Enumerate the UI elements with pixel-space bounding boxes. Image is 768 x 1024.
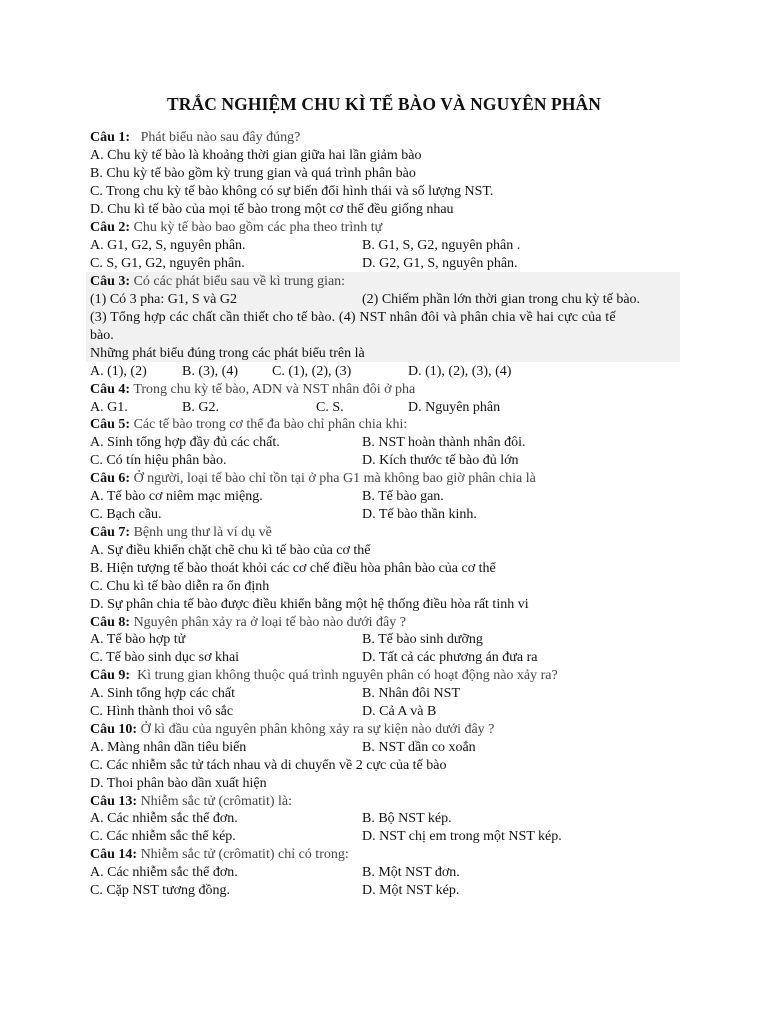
option-a: A. G1. — [90, 400, 128, 415]
option-d: D. Sự phân chia tế bào được điều khiển bằng một hệ thống điều hòa rất tinh vi — [90, 597, 529, 612]
option-d: D. Một NST kép. — [362, 883, 460, 898]
option-b: B. Nhân đôi NST — [362, 686, 460, 701]
question-text: Ở kì đầu của nguyên phân không xảy ra sự kiện nào dưới đây ? — [140, 722, 495, 737]
option-b: B. G2. — [182, 400, 219, 415]
option-a: A. Tế bào cơ niêm mạc miệng. — [90, 489, 263, 504]
option-b: B. (3), (4) — [182, 364, 238, 379]
option-b: B. Tế bào gan. — [362, 489, 444, 504]
question-number: Câu 5: — [90, 417, 131, 432]
option-c: C. Các nhiễm sắc tử tách nhau và di chuyển về 2 cực của tế bào — [90, 758, 447, 773]
question-10 — [90, 721, 494, 739]
document-title: TRẮC NGHIỆM CHU KÌ TẾ BÀO VÀ NGUYÊN PHÂN — [166, 94, 602, 114]
question-3 — [90, 273, 345, 291]
question-text: Chu kỳ tế bào bao gồm các pha theo trình tự — [133, 220, 383, 235]
option-c: C. S. — [316, 400, 344, 415]
question-text: Các tế bào trong cơ thể đa bào chỉ phân chia khi: — [133, 417, 408, 432]
question-text: Trong chu kỳ tế bào, ADN và NST nhân đôi ở pha — [133, 382, 416, 397]
question-number: Câu 7: — [90, 525, 131, 540]
option-a: A. Các nhiễm sắc thể đơn. — [90, 865, 238, 880]
question-number: Câu 13: — [90, 794, 138, 809]
question-text: Ở người, loại tế bào chỉ tồn tại ở pha G1 mà không bao giờ phân chia là — [133, 471, 536, 486]
option-d: D. (1), (2), (3), (4) — [408, 364, 512, 379]
option-b: B. G1, S, G2, nguyên phân . — [362, 238, 521, 253]
question-13 — [90, 793, 292, 811]
option-b: B. NST dần co xoắn — [362, 740, 476, 755]
question-text: Bệnh ung thư là ví dụ về — [133, 525, 272, 540]
option-c: C. S, G1, G2, nguyên phân. — [90, 256, 245, 271]
question-7 — [90, 524, 272, 542]
option-c: C. Hình thành thoi vô sắc — [90, 704, 234, 719]
option-d: D. Tế bào thần kinh. — [362, 507, 477, 522]
question-number: Câu 2: — [90, 220, 131, 235]
question-text: Nhiễm sắc tử (crômatit) là: — [140, 794, 292, 809]
question-text: Nhiễm sắc tử (crômatit) chỉ có trong: — [140, 847, 349, 862]
question-8 — [90, 614, 406, 632]
option-b: B. Hiện tượng tế bào thoát khỏi các cơ chế điều hòa phân bào của cơ thể — [90, 561, 496, 576]
option-c: C. Có tín hiệu phân bào. — [90, 453, 227, 468]
option-d: D. NST chị em trong một NST kép. — [362, 829, 562, 844]
statement-2: (2) Chiếm phần lớn thời gian trong chu kỳ tế bào. — [362, 292, 641, 307]
option-a: A. Các nhiễm sắc thể đơn. — [90, 811, 238, 826]
question-14 — [90, 846, 349, 864]
question-6 — [90, 470, 536, 488]
option-a: A. Sinh tổng hợp đầy đủ các chất. — [90, 435, 280, 450]
question-number: Câu 4: — [90, 382, 131, 397]
question-text: Có các phát biểu sau về kì trung gian: — [133, 274, 346, 289]
question-number: Câu 14: — [90, 847, 138, 862]
option-c: C. Trong chu kỳ tế bào không có sự biến đổi hình thái và số lượng NST. — [90, 184, 494, 199]
option-a: A. Chu kỳ tế bào là khoảng thời gian giữa hai lần giảm bào — [90, 148, 422, 163]
option-b: B. Chu kỳ tế bào gồm kỳ trung gian và quá trình phân bào — [90, 166, 416, 181]
question-text: Kì trung gian không thuộc quá trình nguyên phân có hoạt động nào xảy ra? — [137, 668, 558, 683]
option-b: B. Tế bào sinh dưỡng — [362, 632, 483, 647]
option-d: D. Thoi phân bào dần xuất hiện — [90, 776, 267, 791]
option-c: C. Bạch cầu. — [90, 507, 162, 522]
option-d: D. G2, G1, S, nguyên phân. — [362, 256, 518, 271]
question-number: Câu 9: — [90, 668, 131, 683]
question-number: Câu 8: — [90, 615, 131, 630]
option-b: B. NST hoàn thành nhân đôi. — [362, 435, 526, 450]
question-number: Câu 6: — [90, 471, 131, 486]
option-d: D. Nguyên phân — [408, 400, 501, 415]
question-text: Phát biểu nào sau đây đúng? — [140, 130, 301, 145]
question-number: Câu 10: — [90, 722, 138, 737]
option-c: C. Cặp NST tương đồng. — [90, 883, 230, 898]
statement-3-4: (3) Tổng hợp các chất cần thiết cho tế bào. (4) NST nhân đôi và phân chia về hai cực của tế — [90, 310, 616, 325]
option-a: A. Màng nhân dần tiêu biến — [90, 740, 247, 755]
question-3-ask: Những phát biểu đúng trong các phát biểu trên là — [90, 346, 365, 361]
option-c: C. Các nhiễm sắc thể kép. — [90, 829, 236, 844]
option-a: A. G1, G2, S, nguyên phân. — [90, 238, 246, 253]
option-a: A. Sự điều khiển chặt chẽ chu kì tế bào của cơ thể — [90, 543, 371, 558]
option-d: D. Chu kì tế bào của mọi tế bào trong một cơ thể đều giống nhau — [90, 202, 454, 217]
statement-1: (1) Có 3 pha: G1, S và G2 — [90, 292, 237, 307]
question-9 — [90, 667, 558, 685]
option-a: A. (1), (2) — [90, 364, 147, 379]
option-b: B. Một NST đơn. — [362, 865, 460, 880]
question-2 — [90, 219, 382, 237]
option-b: B. Bộ NST kép. — [362, 811, 452, 826]
option-a: A. Sinh tổng hợp các chất — [90, 686, 236, 701]
option-d: D. Kích thước tế bào đủ lớn — [362, 453, 519, 468]
question-number: Câu 3: — [90, 274, 131, 289]
question-4 — [90, 381, 415, 399]
question-5 — [90, 416, 407, 434]
option-c: C. Chu kì tế bào diễn ra ổn định — [90, 579, 270, 594]
question-number: Câu 1: — [90, 130, 131, 145]
option-d: D. Tất cả các phương án đưa ra — [362, 650, 538, 665]
option-c: C. Tế bào sinh dục sơ khai — [90, 650, 240, 665]
question-text: Nguyên phân xảy ra ở loại tế bào nào dưới đây ? — [133, 615, 406, 630]
question-1 — [90, 129, 300, 147]
statement-4-cont: bào. — [90, 328, 114, 343]
option-c: C. (1), (2), (3) — [272, 364, 352, 379]
option-a: A. Tế bào hợp tử — [90, 632, 186, 647]
option-d: D. Cả A và B — [362, 704, 437, 719]
